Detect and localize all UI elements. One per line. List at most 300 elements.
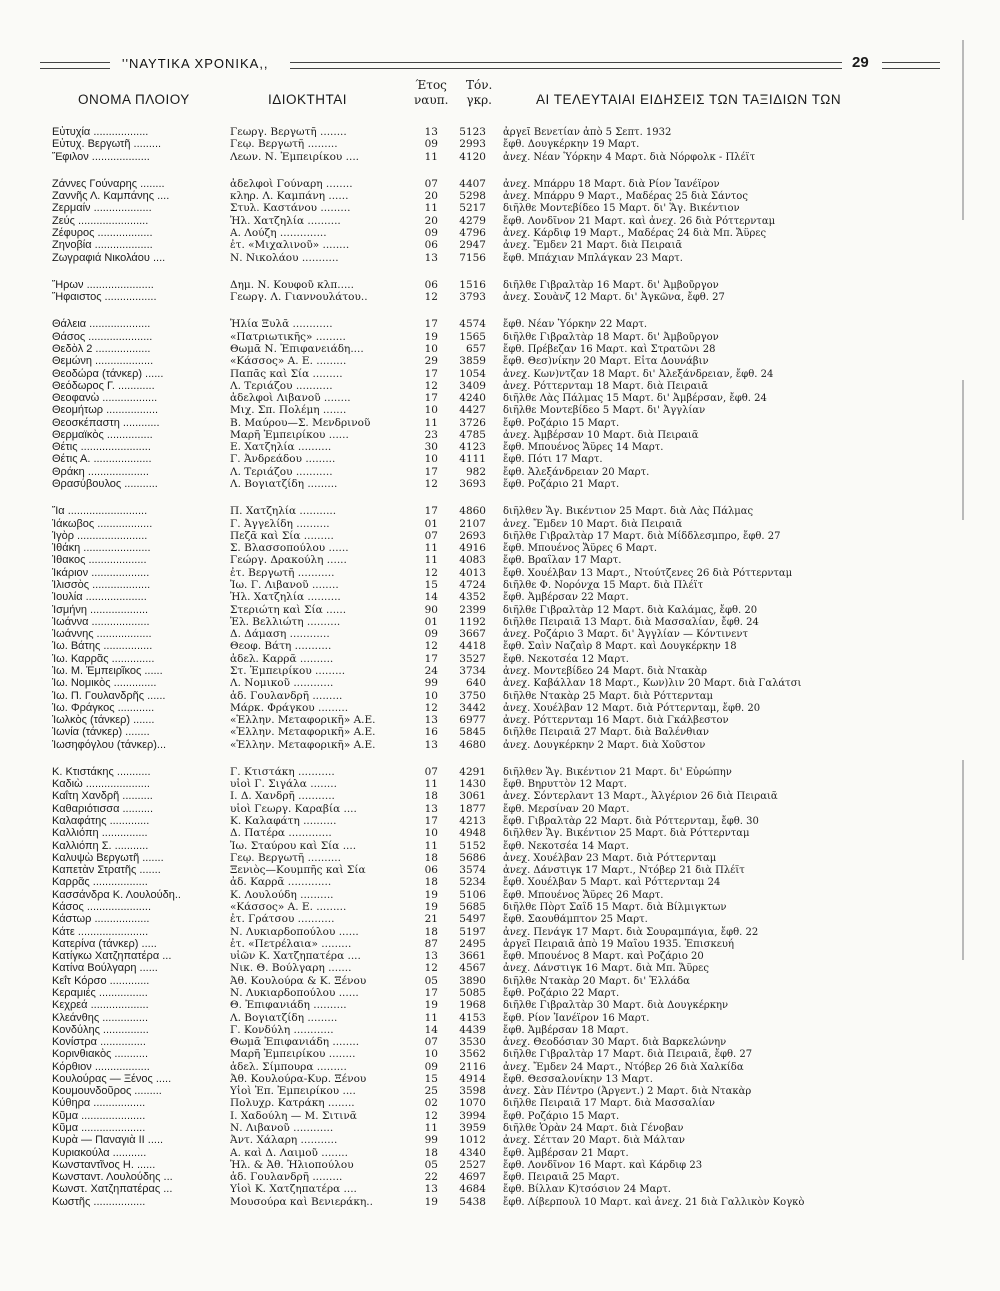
- build-year-cell: 17: [424, 367, 438, 380]
- table-row: [52, 889, 952, 902]
- latest-news-cell: ἔφθ. Ἀμβέρσαν 22 Μαρτ.: [503, 592, 629, 604]
- ship-name-cell: Θάλεια ....................: [52, 318, 151, 331]
- owner-cell: Υἱοὶ Κ. Χατζηπατέρα ....: [230, 1183, 357, 1196]
- build-year-cell: 17: [424, 392, 438, 404]
- ship-name-cell: Ἰωάννης ..................: [52, 628, 152, 641]
- tonnage-cell: 3409: [459, 379, 486, 392]
- table-row: [52, 1147, 952, 1160]
- owner-cell: Ἀντ. Χάλαρη ...........: [230, 1134, 338, 1147]
- tonnage-cell: 982: [465, 465, 486, 478]
- table-row: [52, 665, 952, 678]
- tonnage-cell: 3959: [459, 1122, 486, 1134]
- build-year-cell: 11: [424, 542, 438, 555]
- table-row: [52, 441, 952, 454]
- build-year-cell: 20: [424, 214, 438, 227]
- table-row: [52, 766, 952, 779]
- latest-news-cell: ἔφθ. Χουέλβαν 5 Μαρτ. καὶ Ρόττερνταμ 24: [503, 877, 721, 889]
- owner-cell: υἱῶν Κ. Χατζηπατέρα ....: [230, 950, 361, 963]
- tonnage-cell: 3693: [459, 478, 486, 490]
- latest-news-cell: ἔφθ. Ρίον Ἰανέϊρον 16 Μαρτ.: [503, 1012, 650, 1024]
- tonnage-cell: 640: [465, 677, 486, 690]
- ship-name-cell: Ἰω. Μ. Ἐμπειρῖκος ......: [52, 664, 163, 677]
- running-header: [40, 56, 940, 74]
- tonnage-cell: 1516: [459, 278, 486, 291]
- tonnage-cell: 3726: [459, 416, 486, 429]
- owner-cell: Πεζᾶ καὶ Σία .........: [230, 529, 334, 542]
- build-year-cell: 11: [424, 778, 438, 791]
- latest-news-cell: ἔφθ. Νεκοτσέα 12 Μαρτ.: [503, 653, 629, 665]
- ship-name-cell: Θράκη ....................: [52, 465, 149, 478]
- ship-name-cell: Ἰω. Βάτης ................: [52, 640, 153, 653]
- owner-cell: Ν. Νικολάου ...........: [230, 251, 339, 264]
- ship-name-cell: Ἔφιλον ...................: [52, 150, 150, 163]
- tonnage-cell: 3661: [459, 950, 486, 963]
- build-year-cell: 19: [424, 999, 438, 1012]
- ship-name-cell: Κατίγκω Χατζηπατέρα ...: [52, 950, 172, 963]
- owner-cell: Νικ. Θ. Βούλγαρη .......: [230, 962, 352, 975]
- tonnage-cell: 6977: [459, 714, 486, 726]
- tonnage-cell: 4724: [459, 579, 486, 591]
- table-row: [52, 279, 952, 292]
- owner-cell: ἀδελφοὶ Γούναρη ........: [230, 177, 353, 190]
- latest-news-cell: ἀνεχ. Ἔμδεν 21 Μαρτ. διὰ Πειραιᾶ: [503, 240, 683, 252]
- table-row: [52, 1061, 952, 1074]
- owner-cell: Γεῳ. Βεργωτῆ ..........: [230, 851, 341, 864]
- table-row: [52, 677, 952, 690]
- owner-cell: Γ. Κτιστάκη ...........: [230, 765, 335, 778]
- table-row: [52, 1012, 952, 1025]
- tonnage-cell: 4111: [459, 453, 486, 466]
- owner-cell: Δ. Πατέρα .............: [230, 827, 332, 840]
- ship-name-cell: Κ. Κτιστάκης ...........: [52, 765, 151, 778]
- table-row: [52, 291, 952, 304]
- table-row: [52, 1110, 952, 1123]
- owner-cell: ἀδ. Γουλανδρῆ .........: [230, 689, 343, 702]
- owner-cell: υἱοὶ Γ. Σιγάλα ........: [230, 778, 337, 791]
- latest-news-cell: ἀνεχ. Ρόττερνταμ 18 Μαρτ. διὰ Πειραιᾶ: [503, 380, 709, 392]
- header-rule-middle: [290, 62, 842, 69]
- build-year-cell: 18: [424, 1146, 438, 1159]
- build-year-cell: 30: [424, 441, 438, 454]
- tonnage-cell: 4013: [459, 566, 486, 579]
- owner-cell: ἐτ. Βεργωτῆ ...........: [230, 566, 335, 579]
- tonnage-cell: 1012: [459, 1134, 486, 1147]
- tonnage-cell: 4213: [459, 815, 486, 827]
- latest-news-cell: ἔφθ. Ἀλεξάνδρειαν 20 Μαρτ.: [503, 466, 650, 478]
- tonnage-cell: 4785: [459, 428, 486, 441]
- tonnage-cell: 5686: [459, 851, 486, 864]
- owner-cell: Ι. Χαδούλη — Μ. Σιτινᾶ: [230, 1109, 357, 1122]
- ship-name-cell: Θεοσκέπαστη ............: [52, 416, 160, 429]
- tonnage-cell: 2693: [459, 529, 486, 542]
- owner-cell: Γ. Κονδύλη ............: [230, 1023, 334, 1036]
- build-year-cell: 07: [424, 529, 438, 542]
- tonnage-cell: 4291: [459, 765, 486, 778]
- build-year-cell: 17: [424, 505, 438, 518]
- latest-news-cell: διῆλθε Γιβραλτὰρ 17 Μαρτ. διὰ Μίδδλεσμπρο, ἔφθ. 27: [503, 530, 781, 542]
- build-year-cell: 13: [424, 738, 438, 751]
- table-row: [52, 1159, 952, 1172]
- ship-name-cell: Καλυψὼ Βεργωτῆ .......: [52, 851, 164, 864]
- build-year-cell: 09: [424, 227, 438, 239]
- tonnage-cell: 4860: [459, 505, 486, 518]
- table-row: [52, 567, 952, 580]
- build-year-cell: 15: [424, 1072, 438, 1085]
- latest-news-cell: διῆλθε Γιβραλτὰρ 12 Μαρτ. διὰ Καλάμας, ἔφθ. 20: [503, 604, 758, 616]
- latest-news-cell: ἀνεχ. Δάνστιγκ 16 Μαρτ. διὰ Μπ. Ἄϋρες: [503, 963, 709, 975]
- owner-cell: «Ἑλλην. Μεταφορικῆ» Α.Ε.: [230, 714, 376, 726]
- owner-cell: Γ. Ἀγγελίδη ..........: [230, 517, 330, 530]
- ship-name-cell: Ζεύς .......................: [52, 214, 149, 227]
- build-year-cell: 10: [424, 342, 438, 355]
- build-year-cell: 19: [424, 901, 438, 913]
- owner-cell: Μάρκ. Φράγκου .........: [230, 701, 349, 714]
- latest-news-cell: ἔφθ. Ροζάριο 22 Μαρτ.: [503, 987, 620, 999]
- build-year-cell: 20: [424, 190, 438, 203]
- tonnage-cell: 4574: [459, 318, 486, 331]
- ship-name-cell: Θεδὸλ 2 ..................: [52, 342, 151, 355]
- tonnage-cell: 1070: [459, 1097, 486, 1110]
- tonnage-cell: 3061: [459, 790, 486, 803]
- tonnage-cell: 1968: [459, 999, 486, 1012]
- build-year-cell: 16: [424, 726, 438, 739]
- tonnage-cell: 2993: [459, 138, 486, 151]
- owner-cell: ἀδελ. Σίμπουρα .........: [230, 1060, 347, 1073]
- owner-cell: Ἠλ. Χατζηλία ..........: [230, 214, 341, 227]
- latest-news-cell: διῆλθε Μοντεβίδεο 15 Μαρτ. δι' Ἅγ. Βικέντιον: [503, 203, 740, 215]
- tonnage-cell: 1430: [459, 778, 486, 791]
- owner-cell: Στ. Ἐμπειρίκου .........: [230, 664, 346, 677]
- ship-name-cell: Κονδύλης ...............: [52, 1023, 149, 1036]
- tonnage-cell: 3859: [459, 355, 486, 368]
- tonnage-cell: 7156: [459, 251, 486, 264]
- ship-name-cell: Θέτις Α. ...................: [52, 453, 152, 466]
- table-row: [52, 505, 952, 518]
- tonnage-cell: 3530: [459, 1036, 486, 1048]
- table-row: [52, 702, 952, 715]
- build-year-cell: 11: [424, 416, 438, 429]
- owner-cell: Ἰω. Γ. Λιβανοῦ ........: [230, 579, 339, 591]
- ship-name-cell: Ἰάκωβος ..................: [52, 517, 153, 530]
- owner-cell: Γ. Ἀνδρεάδου .........: [230, 453, 336, 466]
- table-row: [52, 950, 952, 963]
- owner-cell: Θωμᾶ Ἐπιφανιάδη ........: [230, 1036, 360, 1048]
- owner-cell: Β. Μαύρου—Σ. Μενδρινοῦ: [230, 416, 371, 429]
- tonnage-cell: 5217: [459, 202, 486, 215]
- owner-cell: Γεωργ. Λ. Γιαννουλάτου..: [230, 291, 368, 304]
- tonnage-cell: 2107: [459, 517, 486, 530]
- latest-news-cell: διῆλθεν Ἅγ. Βικέντιον 21 Μαρτ. δι' Εὐρώπην: [503, 766, 732, 778]
- owner-cell: ἀδ. Καρρᾶ .............: [230, 876, 332, 889]
- table-row: [52, 343, 952, 356]
- ship-name-cell: Κάσος .....................: [52, 901, 152, 913]
- table-row: [52, 975, 952, 988]
- latest-news-cell: ἔφθ. Γιβραλτὰρ 22 Μαρτ. διὰ Ρόττερνταμ, ἔφθ. 30: [503, 816, 759, 827]
- tonnage-cell: 1192: [459, 615, 486, 628]
- ship-name-cell: Ἥφαιστος .................: [52, 291, 157, 304]
- table-row: [52, 840, 952, 853]
- build-year-cell: 12: [424, 566, 438, 579]
- latest-news-cell: ἔφθ. Χουέλβαν 13 Μαρτ., Ντούτζενες 26 διὰ Ρόττερνταμ: [503, 567, 793, 579]
- build-year-cell: 07: [424, 1036, 438, 1048]
- build-year-cell: 25: [424, 1085, 438, 1098]
- ship-name-cell: Ζωγραφιά Νικολάου ....: [52, 251, 166, 264]
- latest-news-cell: ἔφθ. Σαουθάμπτον 25 Μαρτ.: [503, 914, 648, 926]
- ship-name-cell: Καλλιόπη Σ. ...........: [52, 839, 149, 852]
- ship-name-cell: Ἰθάκη ......................: [52, 542, 151, 555]
- ship-name-cell: Κόρθιον ..................: [52, 1060, 150, 1073]
- latest-news-cell: ἀνεχ. Σὰν Πέντρο (Ἀργεντ.) 2 Μαρτ. διὰ Ντακὰρ: [503, 1086, 752, 1098]
- table-row: [52, 1122, 952, 1135]
- build-year-cell: 13: [424, 802, 438, 815]
- journal-title: ''ΝΑΥΤΙΚΑ ΧΡΟΝΙΚΑ,,: [122, 56, 269, 71]
- latest-news-cell: ἀνεχ. Μπάρρυ 9 Μαρτ., Μαδέρας 25 διὰ Σάντος: [503, 191, 748, 203]
- table-row: [52, 628, 952, 641]
- tonnage-cell: 5685: [459, 901, 486, 913]
- owner-cell: Στεριώτη καὶ Σία ......: [230, 603, 347, 616]
- tonnage-cell: 3562: [459, 1048, 486, 1061]
- latest-news-cell: ἔφθ. Ἀμβέρσαν 18 Μαρτ.: [503, 1024, 629, 1036]
- table-row: [52, 790, 952, 803]
- latest-news-cell: διῆλθε Γιβραλτὰρ 18 Μαρτ. δι' Ἀμβοῦργον: [503, 331, 719, 343]
- owner-cell: Λ. Βογιατζίδη .........: [230, 478, 338, 490]
- table-row: [52, 554, 952, 567]
- ship-name-cell: Ζαννῆς Λ. Καμπάνης ....: [52, 190, 170, 203]
- owner-cell: ἐτ. «Πετρέλαια» .........: [230, 937, 352, 950]
- header-rule-left: [40, 62, 110, 69]
- latest-news-cell: ἀνεχ. Ροζάριο 3 Μαρτ. δι' Ἀγγλίαν — Κόντινεντ: [503, 629, 749, 641]
- ship-name-cell: Κάτε .......................: [52, 925, 149, 938]
- tonnage-cell: 5123: [459, 126, 486, 138]
- build-year-cell: 10: [424, 404, 438, 417]
- build-year-cell: 05: [424, 1158, 438, 1171]
- tonnage-cell: 3793: [459, 291, 486, 304]
- table-row: [52, 901, 952, 914]
- header-rule-right: [882, 62, 940, 69]
- latest-news-cell: ἀργεῖ Βενετίαν ἀπὸ 5 Σεπτ. 1932: [503, 127, 672, 138]
- owner-cell: Σ. Βλασσοπούλου ......: [230, 542, 349, 555]
- latest-news-cell: ἀνεχ. Χουέλβαν 12 Μαρτ. διὰ Ρόττερνταμ, ἔφθ. 20: [503, 702, 761, 714]
- build-year-cell: 09: [424, 1060, 438, 1073]
- table-row: [52, 579, 952, 592]
- tonnage-cell: 4427: [459, 404, 486, 417]
- ship-name-cell: Κασσάνδρα Κ. Λουλούδη..: [52, 888, 181, 901]
- build-year-cell: 17: [424, 318, 438, 331]
- table-row: [52, 726, 952, 739]
- table-row: [52, 518, 952, 531]
- owner-cell: Λεων. Ν. Ἐμπειρίκου ....: [230, 150, 359, 163]
- tonnage-cell: 3667: [459, 628, 486, 641]
- owner-cell: Μαρῆ Ἐμπειρίκου ......: [230, 428, 349, 441]
- table-row: [52, 604, 952, 617]
- table-row: [52, 1024, 952, 1037]
- latest-news-cell: ἀνεχ. Σόντερλαντ 13 Μαρτ., Ἀλγέριον 26 διὰ Πειραιᾶ: [503, 791, 778, 803]
- tonnage-cell: 3442: [459, 701, 486, 714]
- latest-news-cell: ἔφθ. Λονδῖνον 16 Μαρτ. καὶ Κάρδιφ 23: [503, 1159, 703, 1171]
- owner-cell: Δημ. Ν. Κουφοῦ κλπ.....: [230, 278, 354, 291]
- ship-name-cell: Κεχρεά ...................: [52, 999, 149, 1012]
- ship-name-cell: Θεόδωρος Γ. ............: [52, 379, 155, 392]
- ship-name-cell: Θεοδώρα (τάνκερ) ......: [52, 367, 164, 380]
- build-year-cell: 05: [424, 974, 438, 987]
- latest-news-cell: ἀνεχ. Ρόττερνταμ 16 Μαρτ. διὰ Γκάλβεστον: [503, 715, 729, 726]
- owner-cell: Π. Χατζηλία ...........: [230, 505, 337, 518]
- table-row: [52, 999, 952, 1012]
- latest-news-cell: ἔφθ. Μπάχιαν Μπλάγκαν 23 Μαρτ.: [503, 252, 683, 264]
- latest-news-cell: ἔφθ. Βραΐλαν 17 Μαρτ.: [503, 555, 622, 567]
- latest-news-cell: διῆλθε Μοντεβίδεο 5 Μαρτ. δι' Ἀγγλίαν: [503, 405, 706, 417]
- latest-news-cell: διῆλθε Πειραιᾶ 17 Μαρτ. διὰ Μασσαλίαν: [503, 1098, 715, 1110]
- table-row: [52, 913, 952, 926]
- latest-news-cell: ἀνεχ. Ἀμβέρσαν 10 Μαρτ. διὰ Πειραιᾶ: [503, 429, 699, 441]
- latest-news-cell: ἀνεχ. Πενάγκ 17 Μαρτ. διὰ Σουραμπάγια, ἔφθ. 22: [503, 926, 759, 938]
- table-row: [52, 591, 952, 604]
- tonnage-cell: 4914: [459, 1072, 486, 1085]
- tonnage-cell: 1054: [459, 367, 486, 380]
- owner-cell: Ξενιὸς—Κουμπῆς καὶ Σία: [230, 864, 366, 877]
- owner-cell: κληρ. Λ. Καμπάνη ......: [230, 190, 349, 203]
- ship-name-cell: Κωνστ. Χατζηπατέρας ...: [52, 1183, 173, 1196]
- owner-cell: Μουσούρα καὶ Βενιεράκη..: [230, 1195, 373, 1208]
- owner-cell: Ἰω. Σταύρου καὶ Σία ....: [230, 839, 357, 852]
- owner-cell: Α. Λούζη ..............: [230, 227, 327, 239]
- latest-news-cell: ἔφθ. Μπουένος 8 Μαρτ. καὶ Ροζάριο 20: [503, 951, 704, 963]
- latest-news-cell: ἔφθ. Μπουένος Ἄϋρες 14 Μαρτ.: [503, 442, 664, 454]
- owner-cell: Ἐλ. Βελλιώτη ..........: [230, 615, 341, 628]
- build-year-cell: 13: [424, 714, 438, 726]
- build-year-cell: 90: [424, 603, 438, 616]
- ship-name-cell: Κῦμα .....................: [52, 1109, 146, 1122]
- tonnage-cell: 5497: [459, 913, 486, 926]
- tonnage-cell: 4123: [459, 441, 486, 454]
- table-row: [52, 962, 952, 975]
- table-row: [52, 215, 952, 228]
- build-year-cell: 11: [424, 1011, 438, 1024]
- ship-name-cell: Ἰωάννα ...................: [52, 615, 150, 628]
- ship-name-cell: Εὐτυχ. Βεργωτῆ .........: [52, 138, 162, 151]
- ship-name-cell: Καπετὰν Στρατῆς .......: [52, 864, 161, 877]
- build-year-cell: 99: [424, 677, 438, 690]
- table-row: [52, 466, 952, 479]
- table-row: [52, 827, 952, 840]
- latest-news-cell: ἔφθ. Λονδῖνον 21 Μαρτ. καὶ ἀνεχ. 26 διὰ Ρόττερνταμ: [503, 215, 776, 227]
- ship-name-cell: Καρρᾶς ..................: [52, 876, 148, 889]
- latest-news-cell: ἔφθ. Σαὶν Ναζαὶρ 8 Μαρτ. καὶ Δουγκέρκην 18: [503, 641, 737, 653]
- ship-name-cell: Καλαφάτης .............: [52, 815, 150, 827]
- ship-name-cell: Θεοφανὼ ..................: [52, 392, 158, 404]
- table-row: [52, 1171, 952, 1184]
- latest-news-cell: ἀνεχ. Δουγκέρκην 2 Μαρτ. διὰ Χοῦστον: [503, 739, 706, 751]
- owner-cell: ἀδ. Γουλανδρῆ .........: [230, 1171, 343, 1184]
- build-year-cell: 11: [424, 150, 438, 163]
- build-year-cell: 01: [424, 517, 438, 530]
- latest-news-cell: ἀνεχ. Κάρδιφ 19 Μαρτ., Μαδέρας 24 διὰ Μπ. Ἄϋρες: [503, 228, 767, 239]
- build-year-cell: 18: [424, 876, 438, 889]
- owner-cell: Θεοφ. Βάτη ...........: [230, 640, 332, 653]
- ship-name-cell: Κύθηρα .................: [52, 1097, 146, 1110]
- latest-news-cell: ἔφθ. Ἀμβέρσαν 21 Μαρτ.: [503, 1147, 629, 1159]
- owner-cell: Ἀθ. Κουλούρα & Κ. Ξένου: [230, 974, 367, 987]
- latest-news-cell: διῆλθε Γιβραλτὰρ 17 Μαρτ. διὰ Πειραιᾶ, ἔφθ. 27: [503, 1049, 753, 1061]
- owner-cell: «Κάσσος» Α. Ε. .........: [230, 901, 347, 913]
- table-row: [52, 190, 952, 203]
- ship-name-cell: Κυριακούλα ...........: [52, 1146, 147, 1159]
- owner-cell: «Πατριωτικῆς» .........: [230, 330, 346, 343]
- latest-news-cell: ἀνεχ. Σέτταν 20 Μαρτ. διὰ Μάλταν: [503, 1135, 685, 1147]
- owner-cell: Ἠλία Ξυλᾶ ............: [230, 318, 333, 331]
- latest-news-cell: διῆλθε Γιβραλτὰρ 16 Μαρτ. δι' Ἀμβοῦργον: [503, 279, 719, 291]
- build-year-cell: 17: [424, 652, 438, 665]
- table-row: [52, 239, 952, 252]
- owner-cell: Ἠλ. Χατζηλία ..........: [230, 591, 341, 604]
- tonnage-cell: 5845: [459, 726, 486, 739]
- table-row: [52, 453, 952, 466]
- tonnage-cell: 4680: [459, 738, 486, 751]
- latest-news-cell: ἔφθ. Νέαν Ὑόρκην 22 Μαρτ.: [503, 319, 648, 331]
- owner-cell: Θ. Ἐπιφανιάδη ..........: [230, 999, 347, 1012]
- latest-news-cell: ἔφθ. Ροζάριο 15 Μαρτ.: [503, 1110, 620, 1122]
- ship-name-cell: Ἰκάριον ...................: [52, 566, 150, 579]
- latest-news-cell: διῆλθε Πειραιᾶ 27 Μαρτ. διὰ Βαλένθιαν: [503, 727, 709, 739]
- build-year-cell: 06: [424, 864, 438, 877]
- tonnage-cell: 2495: [459, 937, 486, 950]
- ship-name-cell: Θεομήτωρ .................: [52, 404, 159, 417]
- owner-cell: Λ. Βογιατζίδη .........: [230, 1011, 338, 1024]
- ship-name-cell: Ζηνοβία ...................: [52, 239, 153, 252]
- latest-news-cell: ἔφθ. Πρέβεζαν 16 Μαρτ. καὶ Στρατῶνι 28: [503, 343, 716, 355]
- owner-cell: Ν. Λυκιαρδοπούλου ......: [230, 925, 359, 938]
- column-header-year-line2: ναυπ.: [414, 93, 449, 107]
- table-row: [52, 938, 952, 951]
- latest-news-cell: ἔφθ. Θεσ)νίκην 20 Μαρτ. Εἶτα Δουνάβιν: [503, 356, 709, 368]
- table-row: [52, 987, 952, 1000]
- latest-news-cell: ἀνεχ. Χουέλβαν 23 Μαρτ. διὰ Ρόττερνταμ: [503, 852, 717, 864]
- table-row: [52, 714, 952, 727]
- latest-news-cell: ἀνεχ. Καβάλλαν 18 Μαρτ., Κων)λιν 20 Μαρτ. διὰ Γαλάτσι: [503, 678, 802, 690]
- table-row: [52, 380, 952, 393]
- owner-cell: Λ. Νομικοῦ ............: [230, 677, 334, 690]
- build-year-cell: 06: [424, 278, 438, 291]
- table-row: [52, 1134, 952, 1147]
- tonnage-cell: 4153: [459, 1011, 486, 1024]
- latest-news-cell: διῆλθε Ντακὰρ 25 Μαρτ. διὰ Ρόττερνταμ: [503, 690, 714, 702]
- tonnage-cell: 5197: [459, 925, 486, 938]
- page-edge-shadow: [962, 40, 964, 220]
- latest-news-cell: διῆλθε Λὰς Πάλμας 15 Μαρτ. δι' Ἀμβέρσαν, ἔφθ. 24: [503, 393, 767, 404]
- tonnage-cell: 4796: [459, 227, 486, 239]
- table-row: [52, 640, 952, 653]
- build-year-cell: 13: [424, 251, 438, 264]
- build-year-cell: 15: [424, 579, 438, 591]
- latest-news-cell: ἀνεχ. Δάνστιγκ 17 Μαρτ., Ντόβερ 21 διὰ Πλέϊτ: [503, 865, 745, 877]
- ship-name-cell: Κάστωρ ..................: [52, 913, 150, 926]
- tonnage-cell: 3527: [459, 652, 486, 665]
- ship-name-cell: Εὐτυχία ..................: [52, 126, 149, 138]
- table-row: [52, 864, 952, 877]
- owner-cell: Κ. Λουλούδη ..........: [230, 888, 334, 901]
- build-year-cell: 12: [424, 291, 438, 304]
- table-row: [52, 392, 952, 405]
- build-year-cell: 01: [424, 615, 438, 628]
- ship-name-cell: Ἰω. Νομικὸς ..............: [52, 677, 157, 690]
- ship-name-cell: Θερμαϊκὸς ...............: [52, 428, 153, 441]
- table-row: [52, 331, 952, 344]
- ship-name-cell: Ἰλισσὸς ...................: [52, 579, 151, 591]
- ship-name-cell: Ἰουλία ....................: [52, 591, 147, 604]
- table-row: [52, 616, 952, 629]
- build-year-cell: 19: [424, 1195, 438, 1208]
- ship-name-cell: Κορινθιακὸς ...........: [52, 1048, 149, 1061]
